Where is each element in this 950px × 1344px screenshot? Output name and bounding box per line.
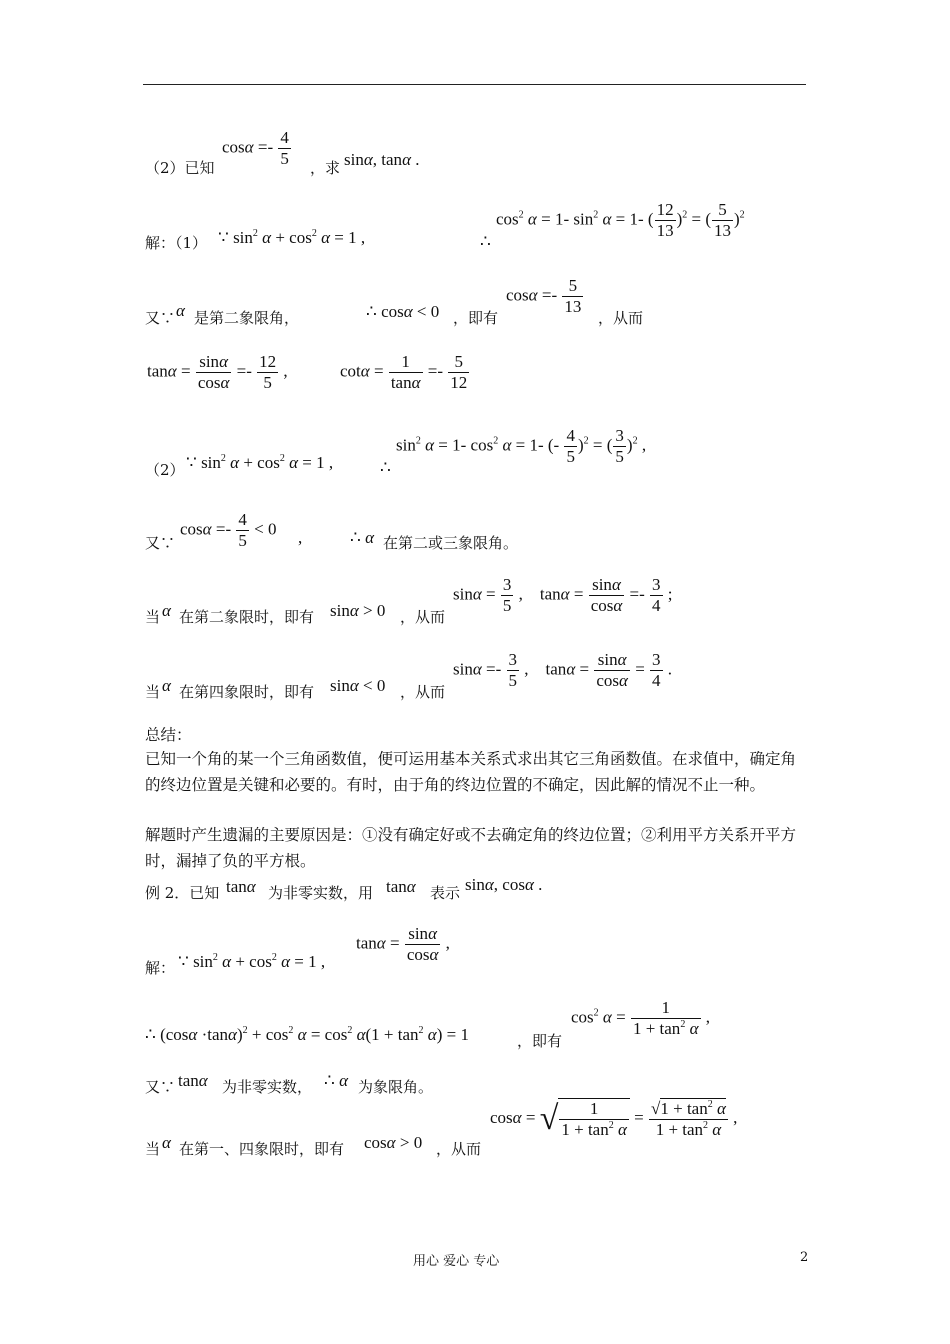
- example-2-prefix: 例 2．已知: [145, 884, 220, 902]
- example-2-solution-prefix: 解：: [145, 959, 176, 977]
- example-2-tan-b: tanα: [386, 877, 416, 896]
- also-2-prefix: 又∵: [145, 534, 176, 552]
- alpha-symbol: α: [162, 601, 171, 620]
- also-1-text: 是第二象限角，: [194, 309, 300, 327]
- problem-2-mid: ，求: [310, 159, 341, 177]
- case-1-result: sinα = $\frac{3}{5}$ , tanα = $\frac{\sin\alpha}{\cos\alpha}$ =- $\frac{3}{4}$ ;: [453, 575, 673, 615]
- example-2-case-condition: cosα > 0: [364, 1133, 423, 1152]
- example-2-also-prefix: 又∵: [145, 1078, 176, 1096]
- example-2-case-prefix: 当: [145, 1140, 161, 1158]
- problem-2-math: cosα =- $\frac{4}{5}$: [222, 128, 289, 168]
- also-2-text: 在第二或三象限角。: [383, 534, 519, 552]
- footer-text: 用心 爱心 专心: [413, 1254, 500, 1269]
- also-2-math: cosα =- $\frac{4}{5}$ < 0: [180, 510, 277, 550]
- case-1-mid: ，从而: [400, 608, 446, 626]
- case-2-result: sinα =- $\frac{3}{5}$ , tanα = $\frac{\sin\alpha}{\cos\alpha}$ = $\frac{3}{4}$ .: [453, 650, 673, 690]
- example-2-also-text: 为非零实数，: [222, 1078, 313, 1096]
- example-2-case-mid: ，从而: [436, 1140, 482, 1158]
- example-2-case-result: cosα = √ $\frac{1}{1 + \tan^2 \alpha}$ = $\frac{√1 + \tan^2 \alpha}{1 + \tan^2 \alpha}$ ,: [490, 1098, 738, 1139]
- page-number: 2: [800, 1250, 809, 1265]
- alpha-symbol: α: [176, 301, 185, 320]
- therefore-symbol-2: ∴: [380, 458, 391, 477]
- cot-result-1: cotα = $\frac{1}{\tan\alpha}$ =- $\frac{5}{12}$: [340, 352, 468, 392]
- case-2-mid: ，从而: [400, 683, 446, 701]
- summary-paragraph-1: 已知一个角的某一个三角函数值，便可运用基本关系式求出其它三角函数值。在求值中，确定角的终边位置是关键和必要的。有时，由于角的终边位置的不确定，因此解的情况不止一种。: [145, 750, 797, 794]
- example-2-therefore: ∴ $(\cos\alpha \cdot\tan\alpha)^2 + \cos^2 \alpha = \cos^2 \alpha(1 + \tan^2 \alpha) = 1$: [145, 1025, 469, 1044]
- example-2-identity: ∵ $\sin^2 \alpha + \cos^2 \alpha = 1$ ,: [178, 952, 326, 971]
- header-rule: [143, 84, 806, 85]
- example-2-cos2: $\cos^2 \alpha$ = $\frac{1}{1 + \tan^2 \alpha}$ ,: [571, 998, 710, 1038]
- solution-2-rhs: $\sin^2 \alpha = 1-$ $\cos^2 \alpha = 1-$ (- $\frac{4}{5}$ )$^2$ = ( $\frac{3}{5}$ )$^2$ ,: [396, 426, 647, 466]
- example-2-also-alpha: ∴ α: [324, 1071, 349, 1090]
- solution-1-rhs: $\cos^2 \alpha = 1-$ $\sin^2 \alpha = 1-$ ( $\frac{12}{13}$ )$^2$ = ( $\frac{5}{13}$ )$^2$: [496, 200, 745, 240]
- case-2-text: 在第四象限时，即有: [179, 683, 315, 701]
- case-1-text: 在第二象限时，即有: [179, 608, 315, 626]
- example-2-tan-a: tanα: [226, 877, 256, 896]
- solution-2-prefix: （2）: [145, 461, 185, 479]
- therefore-alpha: ∴ α: [350, 528, 375, 547]
- example-2-also-end: 为象限角。: [358, 1078, 434, 1096]
- example-2-case-text: 在第一、四象限时，即有: [179, 1140, 345, 1158]
- also-1-prefix: 又∵: [145, 309, 176, 327]
- also-1-mid: ，即有: [453, 309, 499, 327]
- solution-1-identity: ∵ $\sin^2 \alpha + \cos^2 \alpha = 1$ ,: [218, 228, 366, 247]
- case-1-prefix: 当: [145, 608, 161, 626]
- example-2-targets: sinα, cosα .: [465, 875, 543, 894]
- example-2-therefore-mid: ，即有: [517, 1032, 563, 1050]
- problem-2-prefix: （2）已知: [145, 159, 215, 177]
- problem-2-end: sinα, tanα .: [344, 150, 420, 169]
- solution-1-prefix: 解：（1）: [145, 234, 208, 252]
- comma-symbol: ,: [298, 528, 303, 547]
- solution-2-identity: ∵ $\sin^2 \alpha + \cos^2 \alpha = 1$ ,: [186, 453, 334, 472]
- therefore-symbol: ∴: [480, 232, 491, 251]
- case-2-condition: sinα < 0: [330, 676, 386, 695]
- case-2-prefix: 当: [145, 683, 161, 701]
- alpha-symbol: α: [162, 676, 171, 695]
- case-1-condition: sinα > 0: [330, 601, 386, 620]
- example-2-also-tan: tanα: [178, 1071, 208, 1090]
- summary-title: 总结：: [145, 726, 192, 744]
- example-2-tan-def: tanα = $\frac{\sin\alpha}{\cos\alpha}$ ,: [356, 924, 450, 964]
- alpha-symbol: α: [162, 1133, 171, 1152]
- example-2-mid-1: 为非零实数，用: [268, 884, 374, 902]
- summary-paragraph-2: 解题时产生遗漏的主要原因是：①没有确定好或不去确定角的终边位置；②利用平方关系开平方时，漏掉了负的平方根。: [145, 826, 797, 870]
- tan-result-1: tanα = $\frac{\sin\alpha}{\cos\alpha}$ =- $\frac{12}{5}$ ,: [147, 352, 288, 392]
- example-2-mid-2: 表示: [430, 884, 461, 902]
- also-1-end: ，从而: [598, 309, 644, 327]
- also-1-condition: ∴ cosα < 0: [366, 302, 440, 321]
- also-1-value: cosα =- $\frac{5}{13}$: [506, 276, 582, 316]
